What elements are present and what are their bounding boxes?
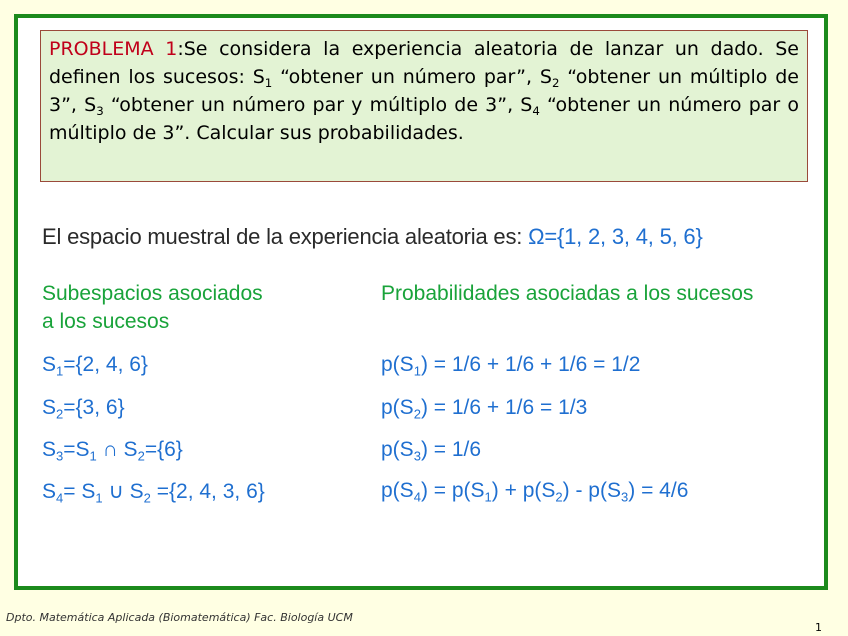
problem-statement-box (40, 30, 808, 182)
sample-space-line (42, 224, 703, 250)
probability-s4: $p(S_4) = p(S_1) + p(S_2) - p(S_3) = 4/6$ (381, 479, 689, 505)
problem-text: “obtener un número par o múltiplo de 3”. Calcular sus probabilidades. (49, 94, 799, 144)
event-subscript: 1 (264, 76, 273, 91)
event-subscript: 4 (532, 104, 540, 119)
footer-department: Dpto. Matemática Aplicada (Biomatemática) Fac. Biología UCM (6, 611, 353, 624)
subspace-s3: $S_3=S_1$ ∩ $S_2=\{6\}$ (42, 438, 183, 464)
sample-space-value: Ω={1, 2, 3, 4, 5, 6} (528, 224, 703, 249)
sample-space-label: El espacio muestral de la experiencia aleatoria es: (42, 224, 529, 249)
probabilities-header: Probabilidades asociadas a los sucesos (381, 282, 754, 305)
subspace-s2: $S_2=\{3$, 6} (42, 396, 125, 422)
problem-text: “obtener un número par y múltiplo de 3”, S (103, 94, 533, 116)
probability-s1: $p(S_1) = 1/6 + 1/6 + 1/6 = 1/2$ (381, 353, 641, 379)
subspaces-header-line1: Subespacios asociados (42, 282, 263, 305)
event-subscript: 2 (551, 76, 560, 91)
problem-label: PROBLEMA 1 (49, 38, 178, 60)
event-subscript: 3 (96, 104, 104, 119)
subspaces-header (42, 280, 263, 336)
page-number: 1 (815, 621, 822, 634)
subspace-s1: $S_1=\{2$, 4, 6} (42, 353, 148, 379)
subspaces-header-line2: a los sucesos (42, 310, 170, 333)
problem-text: :Se considera la experiencia aleatoria de lanzar un dado. Se definen los sucesos: S (49, 38, 799, 88)
probability-s3: $p(S_3) = 1/6$ (381, 438, 482, 464)
subspace-s4: $S_4= S_1$ ∪ $S_2 =\{2$, 4, 3, 6} (42, 480, 265, 506)
slide-frame (14, 14, 828, 590)
problem-text: “obtener un número par”, S (272, 66, 552, 88)
probability-s2: $p(S_2) = 1/6 + 1/6 = 1/3$ (381, 396, 588, 422)
problem-text: “obtener un múltiplo de 3”, S (49, 66, 799, 116)
